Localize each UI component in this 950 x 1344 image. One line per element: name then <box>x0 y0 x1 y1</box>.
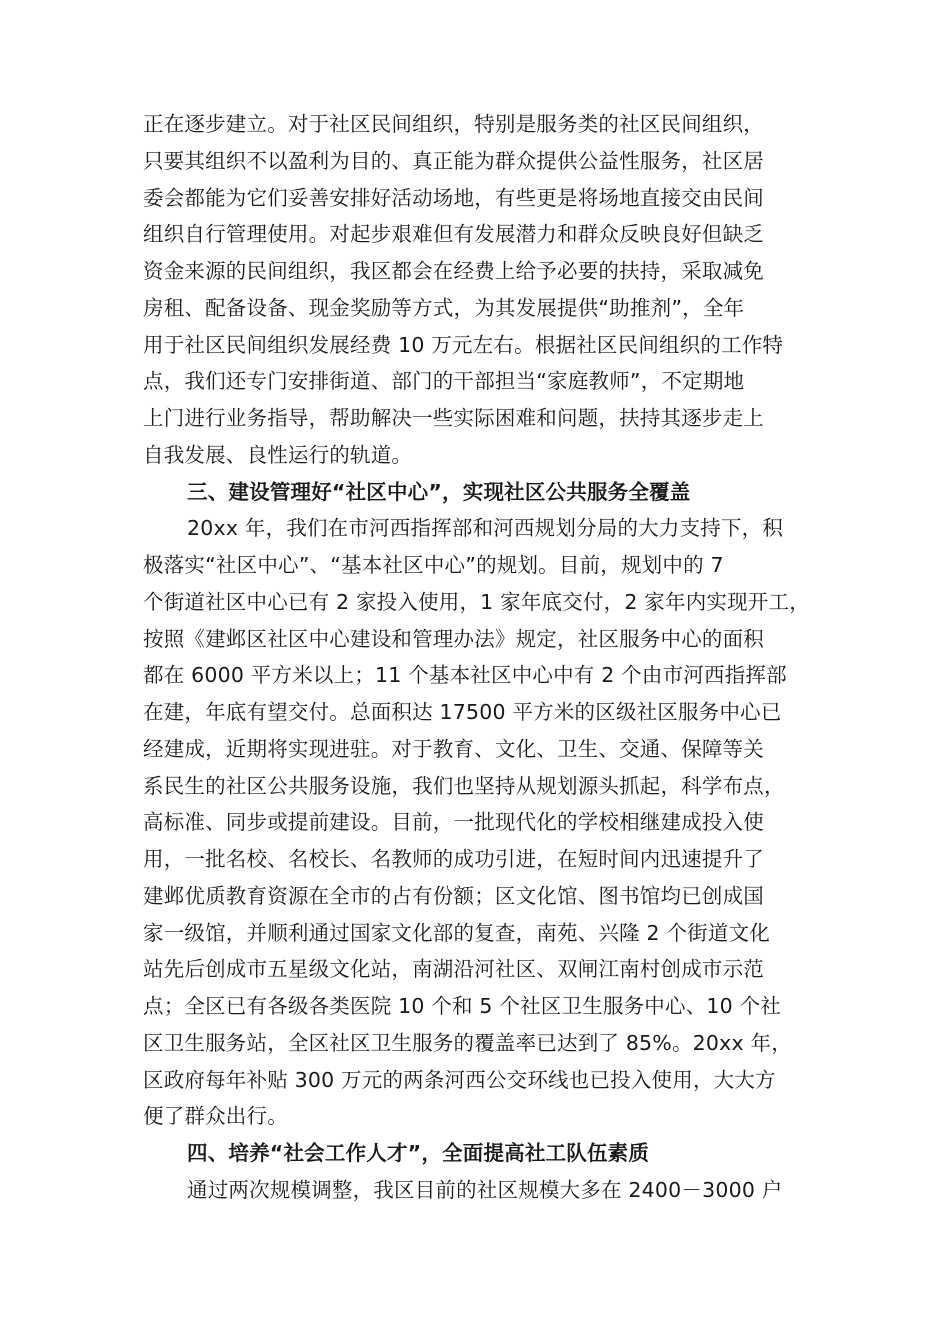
text-line: 房租、配备设备、现金奖励等方式，为其发展提供“助推剂”，全年 <box>143 295 745 320</box>
text-line: 站先后创成市五星级文化站，南湖沿河社区、双闸江南村创成市示范 <box>143 957 764 982</box>
text-line: 区政府每年补贴 300 万元的两条河西公交环线也已投入使用，大大方 <box>143 1067 776 1092</box>
section-heading: 三、建设管理好“社区中心”，实现社区公共服务全覆盖 <box>187 479 691 504</box>
text-line: 点；全区已有各级各类医院 10 个和 5 个社区卫生服务中心、10 个社 <box>143 994 781 1018</box>
text-line: 家一级馆，并顺利通过国家文化部的复查，南苑、兴隆 2 个街道文化 <box>143 920 770 945</box>
section-heading: 四、培养“社会工作人才”，全面提高社工队伍素质 <box>187 1141 650 1165</box>
text-line: 组织自行管理使用。对起步艰难但有发展潜力和群众反映良好但缺乏 <box>143 222 764 247</box>
text-line: 系民生的社区公共服务设施，我们也坚持从规划源头抓起，科学布点， <box>143 773 785 798</box>
text-line: 高标准、同步或提前建设。目前，一批现代化的学校相继建成投入使 <box>143 810 764 835</box>
text-line: 正在逐步建立。对于社区民间组织，特别是服务类的社区民间组织， <box>143 112 764 136</box>
text-line: 个街道社区中心已有 2 家投入使用，1 家年底交付，2 家年内实现开工， <box>143 589 810 614</box>
text-line: 经建成，近期将实现进驻。对于教育、文化、卫生、交通、保障等关 <box>143 736 764 761</box>
text-line: 只要其组织不以盈利为目的、真正能为群众提供公益性服务，社区居 <box>143 148 764 173</box>
text-line: 委会都能为它们妥善安排好活动场地，有些更是将场地直接交由民间 <box>143 185 764 210</box>
text-line: 用，一批名校、名校长、名教师的成功引进，在短时间内迅速提升了 <box>143 847 764 871</box>
text-line: 自我发展、良性运行的轨道。 <box>143 442 413 467</box>
text-line: 上门进行业务指导，帮助解决一些实际困难和问题，扶持其逐步走上 <box>143 406 764 430</box>
text-line: 按照《建邺区社区中心建设和管理办法》规定，社区服务中心的面积 <box>143 626 764 651</box>
text-line: 区卫生服务站，全区社区卫生服务的覆盖率已达到了 85%。20xx 年， <box>143 1030 792 1055</box>
text-line: 在建，年底有望交付。总面积达 17500 平方米的区级社区服务中心已 <box>143 700 782 724</box>
text-line: 资金来源的民间组织，我区都会在经费上给予必要的扶持，采取减免 <box>143 259 764 283</box>
text-line: 建邺优质教育资源在全市的占有份额；区文化馆、图书馆均已创成国 <box>143 883 764 908</box>
text-line: 都在 6000 平方米以上；11 个基本社区中心中有 2 个由市河西指挥部 <box>143 663 787 688</box>
text-line: 点，我们还专门安排街道、部门的干部担当“家庭教师”，不定期地 <box>143 369 745 394</box>
text-line: 便了群众出行。 <box>143 1104 288 1129</box>
text-line: 用于社区民间组织发展经费 10 万元左右。根据社区民间组织的工作特 <box>143 332 784 357</box>
text-line: 通过两次规模调整，我区目前的社区规模大多在 2400－3000 户 <box>187 1177 783 1202</box>
text-line: 极落实“社区中心”、“基本社区中心”的规划。目前，规划中的 7 <box>143 553 724 577</box>
text-line: 20xx 年，我们在市河西指挥部和河西规划分局的大力支持下，积 <box>187 516 784 541</box>
